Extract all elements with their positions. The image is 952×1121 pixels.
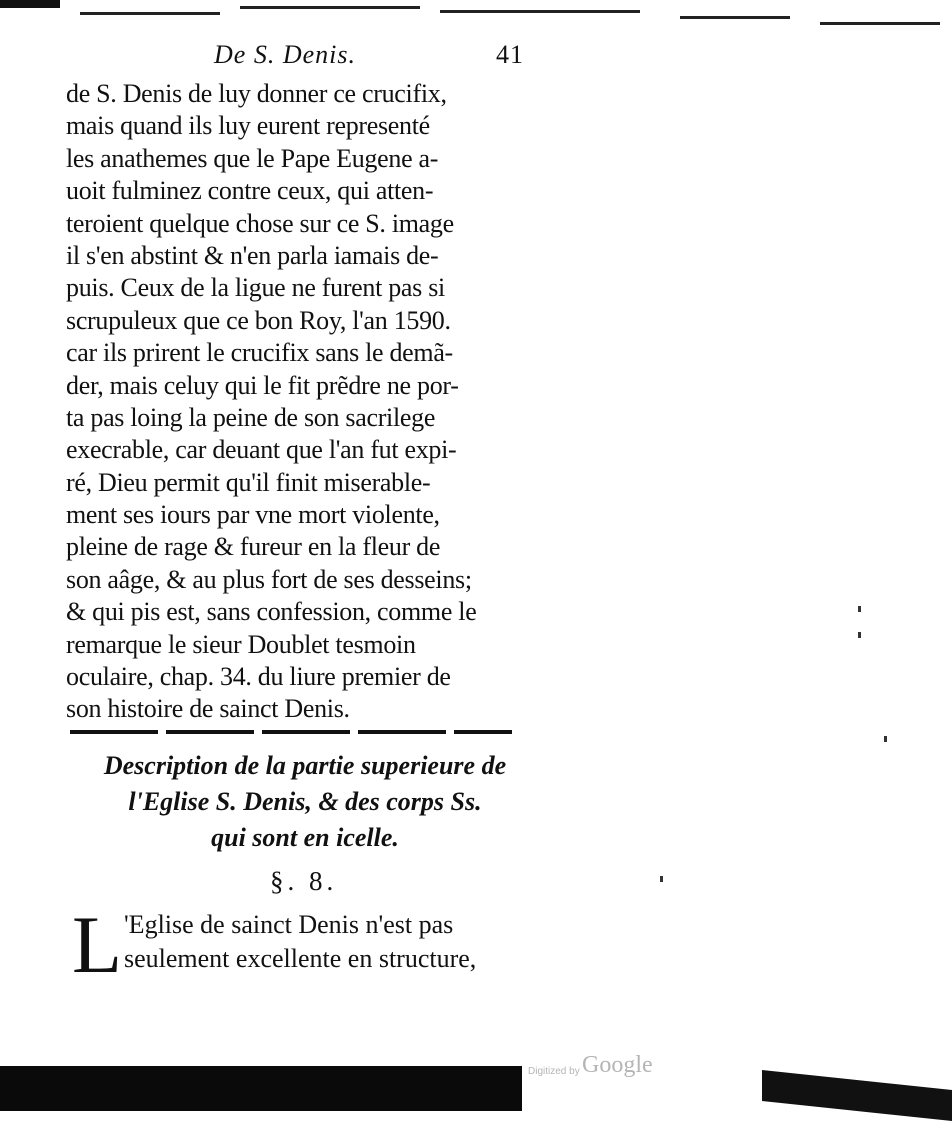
scan-speck xyxy=(660,876,663,882)
section-heading-line: qui sont en icelle. xyxy=(211,823,399,852)
scan-bottom-edge xyxy=(762,1070,952,1121)
text-line: pleine de rage & fureur en la fleur de xyxy=(66,532,441,562)
text-line: der, mais celuy qui le fit prẽdre ne por- xyxy=(66,370,459,400)
scan-artifact xyxy=(80,12,220,15)
section-heading xyxy=(70,748,540,856)
section-heading-line: l'Eglise S. Denis, & des corps Ss. xyxy=(128,787,482,816)
body-text xyxy=(66,78,536,726)
text-line: scrupuleux que ce bon Roy, l'an 1590. xyxy=(66,305,451,335)
text-line: son aâge, & au plus fort de ses desseins; xyxy=(66,564,472,594)
scan-artifact xyxy=(240,6,420,9)
running-head-title: De S. Denis. xyxy=(214,40,356,69)
text-line: mais quand ils luy eurent representé xyxy=(66,111,430,141)
text-line: ré, Dieu permit qu'il finit miserable- xyxy=(66,467,431,497)
text-line: uoit fulminez contre ceux, qui atten- xyxy=(66,176,434,206)
watermark-brand: Google xyxy=(582,1052,653,1078)
drop-cap: L xyxy=(72,899,123,990)
text-line: oculaire, chap. 34. du liure premier de xyxy=(66,662,451,692)
text-line: ment ses iours par vne mort violente, xyxy=(66,500,440,530)
page-number: 41 xyxy=(496,40,524,69)
scan-artifact xyxy=(820,22,940,25)
section-divider xyxy=(70,730,512,734)
text-line: teroient quelque chose sur ce S. image xyxy=(66,208,454,238)
text-line: ta pas loing la peine de son sacrilege xyxy=(66,402,436,432)
scan-speck xyxy=(858,606,861,612)
text-line: & qui pis est, sans confession, comme le xyxy=(66,597,477,627)
text-line: execrable, car deuant que l'an fut expi- xyxy=(66,435,457,465)
scan-artifact xyxy=(680,16,790,19)
text-line: il s'en abstint & n'en parla iamais de- xyxy=(66,240,439,270)
scan-artifact xyxy=(440,10,640,13)
scan-speck xyxy=(884,736,887,742)
scan-speck xyxy=(858,632,861,638)
section-heading-line: Description de la partie superieure de xyxy=(103,751,507,780)
digitized-watermark xyxy=(522,1050,682,1086)
text-line: de S. Denis de luy donner ce crucifix, xyxy=(66,79,447,108)
section-number: §. 8. xyxy=(270,866,338,896)
text-line: car ils prirent le crucifix sans le demã- xyxy=(66,338,453,368)
scan-bottom-edge xyxy=(0,1066,522,1111)
watermark-prefix: Digitized by xyxy=(528,1066,580,1077)
text-line: puis. Ceux de la ligue ne furent pas si xyxy=(66,273,445,303)
running-head xyxy=(214,38,534,72)
scan-corner-mark xyxy=(0,0,60,8)
text-line: seulement excellente en structure, xyxy=(124,944,477,973)
text-line: les anathemes que le Pape Eugene a- xyxy=(66,143,439,173)
scan-top-edge xyxy=(0,0,952,26)
text-line: son histoire de sainct Denis. xyxy=(66,694,350,724)
text-line: 'Eglise de sainct Denis n'est pas xyxy=(124,910,454,939)
text-line: remarque le sieur Doublet tesmoin xyxy=(66,629,416,659)
